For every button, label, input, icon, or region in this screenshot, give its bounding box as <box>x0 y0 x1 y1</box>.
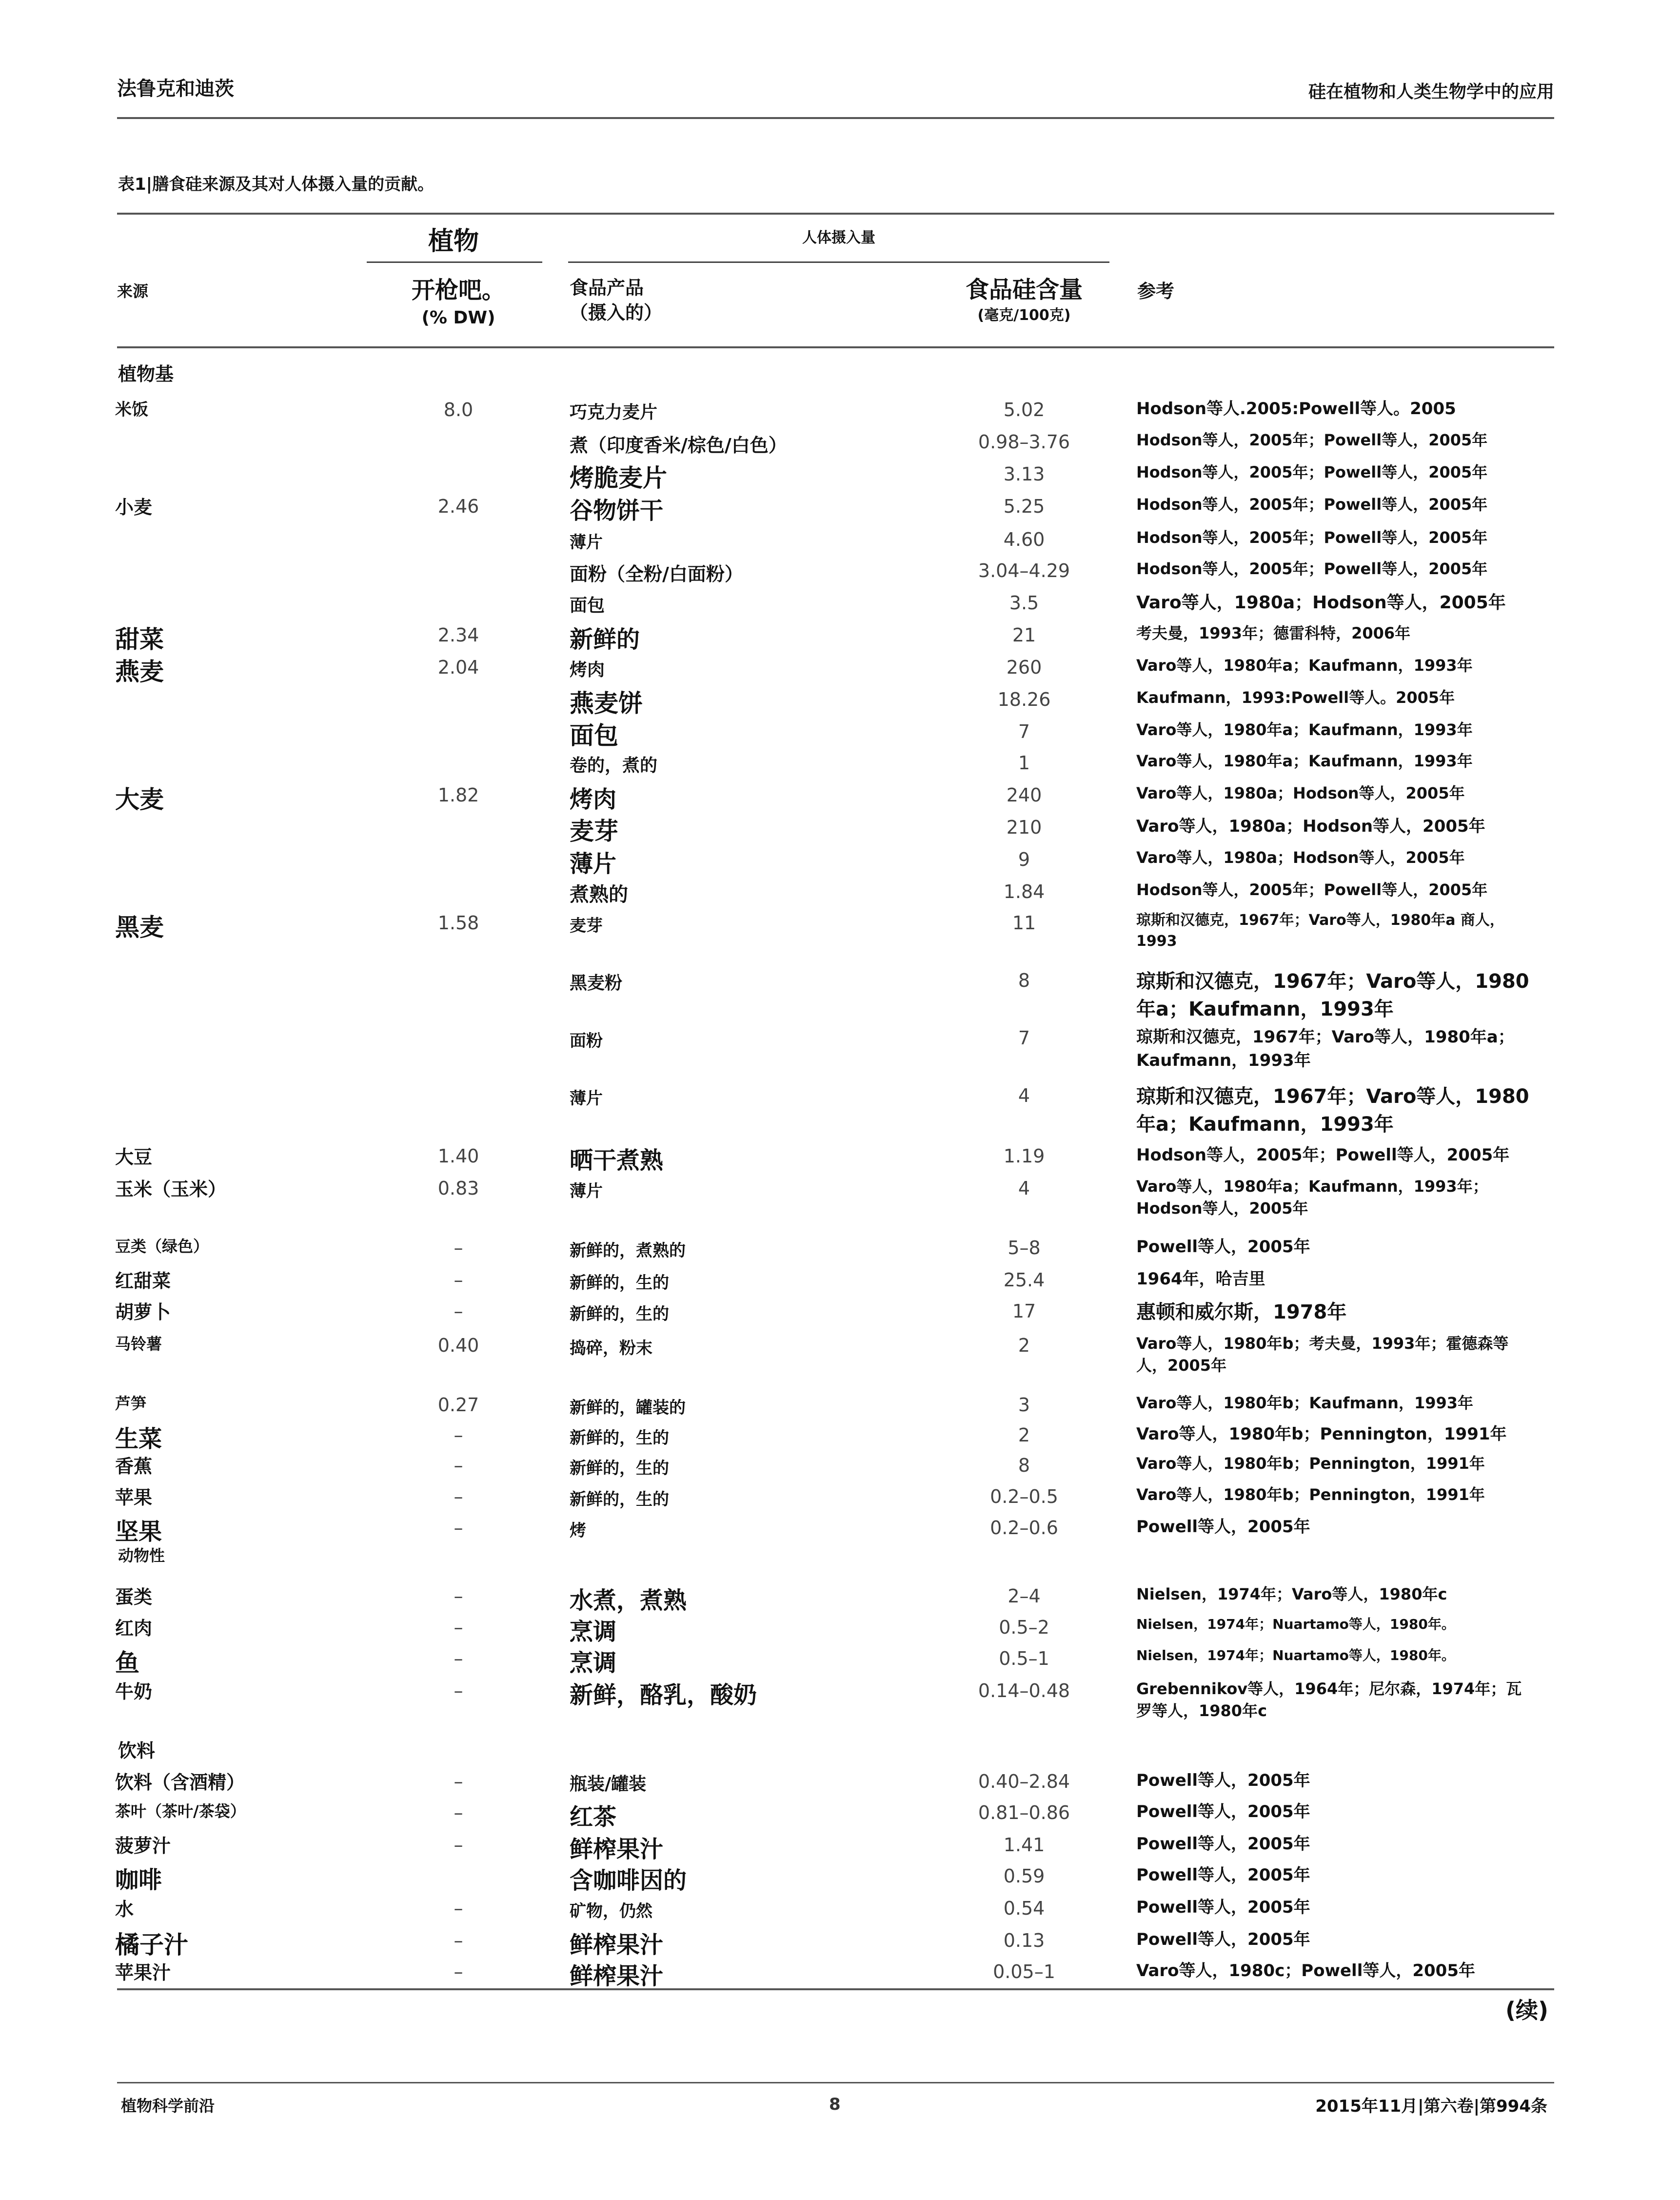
cell-food-product: 烤 <box>570 1521 586 1540</box>
cell-source: 玉米（玉米） <box>115 1179 227 1200</box>
cell-reference: Varo等人，1980年b；Pennington，1991年 <box>1136 1485 1485 1504</box>
cell-reference: Hodson等人.2005:Powell等人。2005 <box>1136 399 1456 419</box>
cell-source: 菠萝汁 <box>115 1835 171 1857</box>
cell-reference: Powell等人，2005年 <box>1136 1865 1310 1885</box>
cell-source: 苹果 <box>115 1487 153 1508</box>
page-header-left: 法鲁克和迪茨 <box>117 78 234 100</box>
cell-food-si: 3.5 <box>1009 592 1039 614</box>
cell-reference: Varo等人，1980a；Hodson等人，2005年 <box>1136 817 1485 836</box>
cell-food-product: 烹调 <box>570 1618 617 1645</box>
footer-issue: 2015年11月|第六卷|第994条 <box>1315 2097 1547 2116</box>
cell-food-si: 0.81–0.86 <box>978 1802 1070 1823</box>
cell-reference: Hodson等人，2005年；Powell等人，2005年 <box>1136 1145 1510 1165</box>
cell-food-si: 7 <box>1018 721 1030 742</box>
cell-food-product: 新鲜的，罐装的 <box>570 1398 686 1418</box>
cell-food-product: 谷物饼干 <box>570 497 664 524</box>
cell-reference: Hodson等人，2005年；Powell等人，2005年 <box>1136 560 1488 578</box>
cell-reference: Varo等人，1980年b；Pennington，1991年 <box>1136 1454 1485 1473</box>
column-header-food-line2: （摄入的） <box>570 302 663 324</box>
cell-food-product: 薄片 <box>570 1181 603 1201</box>
table-caption: 表1|膳食硅来源及其对人体摄入量的贡献。 <box>118 175 435 194</box>
cell-plant-si: 0.27 <box>437 1394 479 1416</box>
cell-food-product: 麦芽 <box>570 817 618 845</box>
cell-food-product: 新鲜的，生的 <box>570 1490 669 1509</box>
cell-source: 苹果汁 <box>115 1962 171 1983</box>
cell-reference: Varo等人，1980年b；Pennington，1991年 <box>1136 1424 1507 1444</box>
cell-food-product: 晒干煮熟 <box>570 1147 664 1174</box>
cell-reference: Grebennikov等人，1964年；尼尔森，1974年；瓦罗等人，1980年c <box>1136 1680 1522 1720</box>
column-header-food <box>570 276 662 326</box>
cell-reference: Varo等人，1980年a；Kaufmann，1993年 <box>1136 656 1473 675</box>
cell-plant-si: – <box>454 1834 463 1856</box>
cell-food-si: 11 <box>1012 912 1036 934</box>
cell-food-si: 0.40–2.84 <box>978 1771 1070 1792</box>
section-plant: 植物基 <box>118 363 174 385</box>
cell-plant-si: 8.0 <box>443 399 474 420</box>
cell-food-product: 烤脆麦片 <box>570 464 667 492</box>
cell-reference: Varo等人，1980年a；Kaufmann，1993年 <box>1136 720 1473 739</box>
cell-food-si: 9 <box>1018 849 1030 870</box>
cell-reference: Powell等人，2005年 <box>1136 1834 1310 1854</box>
cell-food-product: 红茶 <box>570 1803 617 1831</box>
column-header-si <box>956 274 1092 325</box>
column-header-si-line2: (毫克/100克) <box>977 306 1071 324</box>
cell-reference: Varo等人，1980年a；Kaufmann，1993年 <box>1136 752 1473 770</box>
cell-food-si: 4 <box>1018 1085 1030 1106</box>
cell-source: 芦笋 <box>115 1394 147 1413</box>
cell-reference: Powell等人，2005年 <box>1136 1237 1310 1257</box>
cell-plant-si: 1.40 <box>437 1145 479 1167</box>
continued-label: (续) <box>1505 1997 1548 2023</box>
cell-food-product: 鲜榨果汁 <box>570 1836 664 1863</box>
cell-food-product: 新鲜的，煮熟的 <box>570 1241 686 1260</box>
cell-food-product: 新鲜的，生的 <box>570 1459 669 1478</box>
cell-reference: Varo等人，1980年b；考夫曼，1993年；霍德森等人，2005年 <box>1136 1334 1509 1375</box>
cell-food-product: 面包 <box>570 721 618 750</box>
cell-food-product: 新鲜的 <box>570 626 640 653</box>
cell-food-product: 新鲜的，生的 <box>570 1428 669 1448</box>
cell-food-si: 1 <box>1018 752 1030 774</box>
cell-food-si: 17 <box>1012 1300 1036 1322</box>
cell-food-si: 1.41 <box>1003 1834 1045 1856</box>
cell-plant-si: – <box>454 1680 463 1701</box>
cell-food-si: 4.60 <box>1003 529 1045 550</box>
cell-source: 黑麦 <box>115 913 164 941</box>
cell-food-product: 捣碎，粉末 <box>570 1339 652 1358</box>
cell-reference: Hodson等人，2005年；Powell等人，2005年 <box>1136 880 1488 899</box>
cell-reference: Hodson等人，2005年；Powell等人，2005年 <box>1136 431 1488 449</box>
cell-source: 生菜 <box>115 1425 162 1453</box>
cell-source: 马铃薯 <box>115 1335 162 1353</box>
column-header-si-line1: 食品硅含量 <box>965 276 1083 303</box>
cell-food-product: 烹调 <box>570 1649 617 1677</box>
group-header-plant-rule <box>367 261 542 263</box>
cell-food-si: 3.04–4.29 <box>978 560 1070 581</box>
table-bottom-rule <box>117 1988 1554 1990</box>
cell-food-product: 鲜榨果汁 <box>570 1962 664 1990</box>
cell-reference: Varo等人，1980年b；Kaufmann，1993年 <box>1136 1394 1474 1412</box>
cell-food-si: 2 <box>1018 1424 1030 1446</box>
cell-source: 蛋类 <box>115 1586 153 1608</box>
cell-reference: Varo等人，1980c；Powell等人，2005年 <box>1136 1961 1475 1980</box>
cell-reference: 琼斯和汉德克，1967年；Varo等人，1980年a；Kaufmann，1993年 <box>1136 1027 1515 1071</box>
cell-reference: 惠顿和威尔斯，1978年 <box>1136 1301 1347 1323</box>
cell-reference: Hodson等人，2005年；Powell等人，2005年 <box>1136 495 1488 514</box>
cell-reference: Powell等人，2005年 <box>1136 1771 1310 1790</box>
cell-food-si: 5.25 <box>1003 496 1045 517</box>
footer-journal: 植物科学前沿 <box>121 2097 215 2115</box>
cell-plant-si: – <box>454 1237 463 1259</box>
column-header-source: 来源 <box>117 282 149 300</box>
cell-food-product: 烤肉 <box>570 660 605 680</box>
cell-reference: Nielsen，1974年；Varo等人，1980年c <box>1136 1585 1447 1603</box>
cell-source: 饮料（含酒精） <box>115 1772 245 1793</box>
cell-reference: 琼斯和汉德克，1967年；Varo等人，1980年a 商人，1993 <box>1136 912 1504 950</box>
cell-food-si: 210 <box>1006 817 1042 838</box>
cell-plant-si: – <box>454 1648 463 1669</box>
cell-reference: Kaufmann，1993:Powell等人。2005年 <box>1136 688 1455 707</box>
cell-food-si: 1.19 <box>1003 1145 1045 1167</box>
cell-source: 坚果 <box>115 1518 162 1545</box>
cell-food-si: 5–8 <box>1008 1237 1041 1259</box>
cell-food-si: 8 <box>1018 970 1030 991</box>
cell-plant-si: – <box>454 1802 463 1823</box>
cell-food-si: 8 <box>1018 1455 1030 1476</box>
cell-food-product: 卷的，煮的 <box>570 756 658 776</box>
cell-food-si: 0.5–2 <box>999 1617 1049 1638</box>
cell-source: 小麦 <box>115 497 153 518</box>
cell-plant-si: – <box>454 1771 463 1792</box>
cell-reference: Hodson等人，2005年；Powell等人，2005年 <box>1136 528 1488 547</box>
cell-plant-si: – <box>454 1300 463 1322</box>
cell-reference: Varo等人，1980a；Hodson等人，2005年 <box>1136 593 1506 613</box>
cell-food-si: 0.59 <box>1003 1865 1045 1887</box>
cell-plant-si: – <box>454 1930 463 1951</box>
cell-reference: Varo等人，1980年a；Kaufmann，1993年；Hodson等人，2005年 <box>1136 1177 1488 1218</box>
cell-plant-si: – <box>454 1898 463 1919</box>
cell-food-product: 水煮，煮熟 <box>570 1587 687 1614</box>
cell-plant-si: – <box>454 1585 463 1607</box>
cell-food-product: 薄片 <box>570 1089 603 1108</box>
column-header-plant-line2: (% DW) <box>421 307 495 328</box>
cell-food-si: 0.05–1 <box>993 1961 1055 1982</box>
column-header-plant-line1: 开枪吧。 <box>411 277 505 304</box>
cell-food-si: 18.26 <box>997 689 1051 710</box>
cell-source: 大豆 <box>115 1146 153 1168</box>
cell-reference: 琼斯和汉德克，1967年；Varo等人，1980年a；Kaufmann，1993年 <box>1136 970 1529 1020</box>
cell-food-product: 薄片 <box>570 850 617 878</box>
cell-source: 米饭 <box>115 400 148 420</box>
cell-source: 胡萝卜 <box>115 1301 171 1323</box>
cell-food-product: 面包 <box>570 596 605 616</box>
section-animal: 动物性 <box>118 1546 165 1565</box>
cell-reference: Powell等人，2005年 <box>1136 1930 1310 1949</box>
page-number: 8 <box>829 2095 841 2114</box>
cell-food-product: 烤肉 <box>570 786 617 813</box>
cell-source: 咖啡 <box>115 1866 162 1894</box>
cell-food-product: 煮（印度香米/棕色/白色） <box>570 435 787 456</box>
cell-food-si: 5.02 <box>1003 399 1045 420</box>
cell-reference: Varo等人，1980a；Hodson等人，2005年 <box>1136 848 1465 867</box>
cell-plant-si: – <box>454 1424 463 1446</box>
cell-plant-si: 2.04 <box>437 657 479 678</box>
cell-food-product: 黑麦粉 <box>570 973 623 993</box>
cell-food-si: 0.98–3.76 <box>978 431 1070 453</box>
cell-food-si: 0.14–0.48 <box>978 1680 1070 1701</box>
cell-plant-si: – <box>454 1269 463 1291</box>
cell-source: 牛奶 <box>115 1681 153 1702</box>
cell-source: 茶叶（茶叶/茶袋） <box>115 1802 246 1820</box>
cell-food-product: 麦芽 <box>570 916 603 936</box>
cell-food-product: 煮熟的 <box>570 883 628 906</box>
column-header-plant <box>385 275 532 330</box>
column-header-reference: 参考 <box>1137 280 1175 302</box>
cell-plant-si: 2.46 <box>437 496 479 517</box>
cell-reference: Hodson等人，2005年；Powell等人，2005年 <box>1136 463 1488 481</box>
cell-source: 水 <box>115 1899 134 1920</box>
cell-food-si: 0.5–1 <box>999 1648 1049 1669</box>
cell-plant-si: – <box>454 1617 463 1638</box>
footer-divider <box>117 2082 1554 2083</box>
cell-source: 红肉 <box>115 1618 153 1639</box>
cell-reference: 考夫曼，1993年；德雷科特，2006年 <box>1136 624 1411 642</box>
section-beverage: 饮料 <box>118 1740 156 1761</box>
cell-source: 大麦 <box>115 785 164 814</box>
cell-source: 香蕉 <box>115 1456 153 1477</box>
cell-plant-si: 0.40 <box>437 1335 479 1356</box>
cell-source: 燕麦 <box>115 658 164 686</box>
cell-food-si: 2–4 <box>1008 1585 1041 1607</box>
cell-food-si: 1.84 <box>1003 881 1045 902</box>
cell-plant-si: 1.58 <box>437 912 479 934</box>
cell-food-product: 新鲜的，生的 <box>570 1273 669 1293</box>
cell-food-si: 260 <box>1006 657 1042 678</box>
cell-food-si: 0.2–0.5 <box>990 1486 1058 1507</box>
cell-food-product: 面粉 <box>570 1031 603 1051</box>
cell-plant-si: – <box>454 1961 463 1982</box>
cell-food-product: 鲜榨果汁 <box>570 1931 664 1959</box>
cell-food-si: 21 <box>1012 624 1036 646</box>
cell-source: 豆类（绿色） <box>115 1237 209 1256</box>
group-header-human-rule <box>568 261 1109 263</box>
cell-food-si: 3 <box>1018 1394 1030 1416</box>
cell-food-si: 4 <box>1018 1178 1030 1199</box>
cell-reference: 琼斯和汉德克，1967年；Varo等人，1980年a；Kaufmann，1993年 <box>1136 1085 1529 1136</box>
column-header-food-line1: 食品产品 <box>570 277 644 299</box>
cell-food-si: 25.4 <box>1003 1269 1045 1291</box>
cell-reference: Powell等人，2005年 <box>1136 1517 1310 1537</box>
cell-food-product: 巧克力麦片 <box>570 402 658 422</box>
cell-plant-si: – <box>454 1486 463 1507</box>
cell-reference: Powell等人，2005年 <box>1136 1802 1310 1821</box>
cell-food-product: 新鲜，酪乳，酸奶 <box>570 1681 757 1709</box>
cell-plant-si: 2.34 <box>437 624 479 646</box>
header-bottom-rule <box>117 346 1554 348</box>
cell-reference: Nielsen，1974年；Nuartamo等人，1980年。 <box>1136 1647 1455 1663</box>
cell-reference: Varo等人，1980a；Hodson等人，2005年 <box>1136 784 1465 802</box>
cell-food-si: 7 <box>1018 1027 1030 1049</box>
cell-food-product: 瓶装/罐装 <box>570 1774 647 1794</box>
cell-source: 红甜菜 <box>115 1270 171 1292</box>
cell-plant-si: – <box>454 1517 463 1539</box>
cell-food-product: 矿物，仍然 <box>570 1901 652 1921</box>
cell-food-si: 0.13 <box>1003 1930 1045 1951</box>
cell-food-si: 0.54 <box>1003 1898 1045 1919</box>
cell-food-product: 燕麦饼 <box>570 689 643 718</box>
cell-food-si: 2 <box>1018 1335 1030 1356</box>
page-header-right: 硅在植物和人类生物学中的应用 <box>1308 82 1554 102</box>
cell-plant-si: 0.83 <box>437 1178 479 1199</box>
cell-reference: Nielsen，1974年；Nuartamo等人，1980年。 <box>1136 1616 1455 1632</box>
cell-food-product: 含咖啡因的 <box>570 1867 687 1894</box>
group-header-human: 人体摄入量 <box>802 229 875 246</box>
header-divider <box>117 117 1554 119</box>
cell-food-product: 面粉（全粉/白面粉） <box>570 563 743 585</box>
cell-plant-si: – <box>454 1455 463 1476</box>
cell-source: 鱼 <box>115 1649 139 1677</box>
cell-reference: 1964年，哈吉里 <box>1136 1269 1265 1289</box>
cell-plant-si: 1.82 <box>437 784 479 806</box>
cell-food-si: 240 <box>1006 784 1042 806</box>
cell-food-product: 薄片 <box>570 533 603 552</box>
cell-source: 橘子汁 <box>115 1931 188 1959</box>
cell-food-product: 新鲜的，生的 <box>570 1304 669 1324</box>
table-top-rule <box>117 213 1554 215</box>
group-header-plant: 植物 <box>428 227 479 256</box>
cell-reference: Powell等人，2005年 <box>1136 1898 1310 1917</box>
cell-food-si: 0.2–0.6 <box>990 1517 1058 1539</box>
cell-food-si: 3.13 <box>1003 463 1045 485</box>
cell-source: 甜菜 <box>115 625 164 654</box>
